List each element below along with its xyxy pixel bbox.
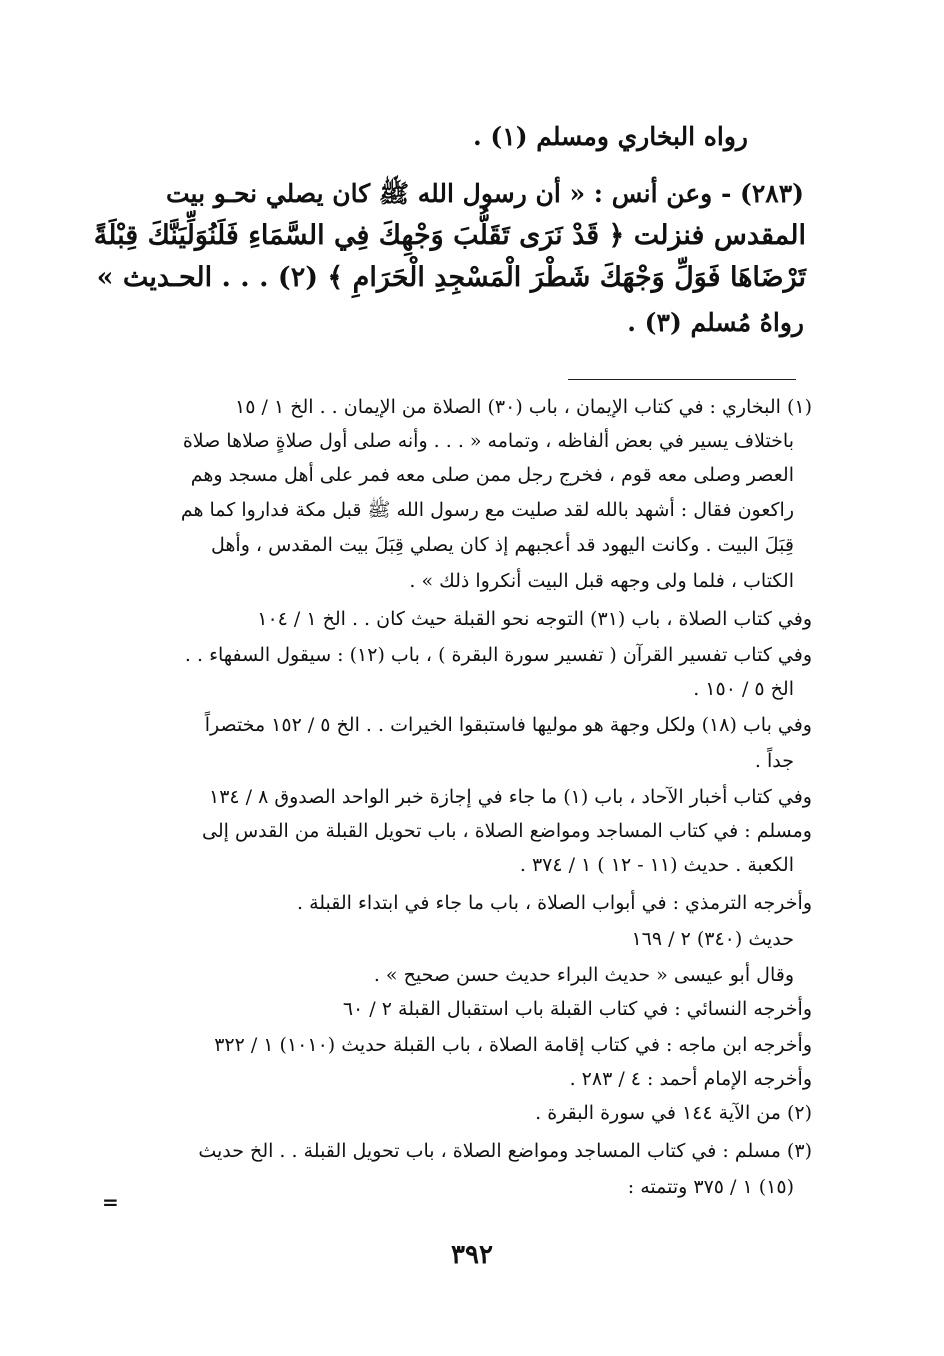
footnote-1-line-1: (١) البخاري : في كتاب الإيمان ، باب (٣٠) الصلاة من الإيمان . . الخ ١ / ١٥ [235,396,812,418]
footnote-3-line-2: (١٥) ١ / ٣٧٥ وتتمته : [627,1176,794,1198]
main-line-5: رواهُ مُسلم (٣) . [627,308,804,337]
footnote-3-line-1: (٣) مسلم : في كتاب المساجد ومواضع الصلاة ، باب تحويل القبلة . . الخ حديث [198,1140,812,1162]
footnote-1-line-14: الكعبة . حديث (١١ - ١٢ ) ١ / ٣٧٤ . [519,854,794,876]
footnote-2: (٢) من الآية ١٤٤ في سورة البقرة . [535,1102,812,1124]
footnote-1-line-20: وأخرجه الإمام أحمد : ٤ / ٢٨٣ . [569,1068,812,1090]
footnote-1-line-3: العصر وصلى معه قوم ، فخرج رجل ممن صلى معه فمر على أهل مسجد وهم [190,464,794,486]
footnote-1-line-16: حديث (٣٤٠) ٢ / ١٦٩ [631,928,794,950]
main-line-2: (٢٨٣) - وعن أنس : « أن رسول الله ﷺ كان يصلي نحـو بيت [165,179,804,208]
footnote-1-line-11: جداً . [754,750,794,772]
main-line-4: تَرْضَاهَا فَوَلِّ وَجْهَكَ شَطْرَ الْمَسْجِدِ الْحَرَامِ ﴾ (٢) . . . الحـديث » [96,262,806,293]
main-line-3: المقدس فنزلت ﴿ قَدْ نَرَى تَقَلُّبَ وَجْهِكَ فِي السَّمَاءِ فَلَنُوَلِّيَنَّكَ قِبْلَةً [93,220,806,251]
footnote-1-line-13: ومسلم : في كتاب المساجد ومواضع الصلاة ، باب تحويل القبلة من القدس إلى [202,820,812,842]
footnote-1-line-4: راكعون فقال : أشهد بالله لقد صليت مع رسول الله ﷺ قبل مكة فداروا كما هم [180,499,794,521]
footnote-1-line-18: وأخرجه النسائي : في كتاب القبلة باب استقبال القبلة ٢ / ٦٠ [342,998,812,1020]
continuation-mark: = [102,1190,119,1214]
footnote-1-line-7: وفي كتاب الصلاة ، باب (٣١) التوجه نحو القبلة حيث كان . . الخ ١ / ١٠٤ [257,608,812,630]
footnote-1-line-19: وأخرجه ابن ماجه : في كتاب إقامة الصلاة ، باب القبلة حديث (١٠١٠) ١ / ٣٢٢ [214,1034,812,1056]
footnote-1-line-8: وفي كتاب تفسير القرآن ( تفسير سورة البقرة ) ، باب (١٢) : سيقول السفهاء . . [184,644,812,666]
page-number: ٣٩٢ [451,1240,493,1270]
footnote-separator [568,379,796,380]
footnote-1-line-2: باختلاف يسير في بعض ألفاظه ، وتمامه « . . . وأنه صلى أول صلاةٍ صلاها صلاة [182,430,794,452]
footnote-1-line-9: الخ ٥ / ١٥٠ . [693,678,794,700]
footnote-1-line-10: وفي باب (١٨) ولكل وجهة هو موليها فاستبقوا الخيرات . . الخ ٥ / ١٥٢ مختصراً [204,714,812,736]
footnote-1-line-5: قِبَلَ البيت . وكانت اليهود قد أعجبهم إذ كان يصلي قِبَلَ بيت المقدس ، وأهل [211,534,794,556]
footnote-1-line-12: وفي كتاب أخبار الآحاد ، باب (١) ما جاء في إجازة خبر الواحد الصدوق ٨ / ١٣٤ [209,786,812,808]
footnote-1-line-15: وأخرجه الترمذي : في أبواب الصلاة ، باب ما جاء في ابتداء القبلة . [296,892,812,914]
footnote-1-line-6: الكتاب ، فلما ولى وجهه قبل البيت أنكروا ذلك » . [409,570,794,592]
main-line-1: رواه البخاري ومسلم (١) . [473,122,748,151]
footnote-1-line-17: وقال أبو عيسى « حديث البراء حديث حسن صحيح » . [373,964,794,986]
